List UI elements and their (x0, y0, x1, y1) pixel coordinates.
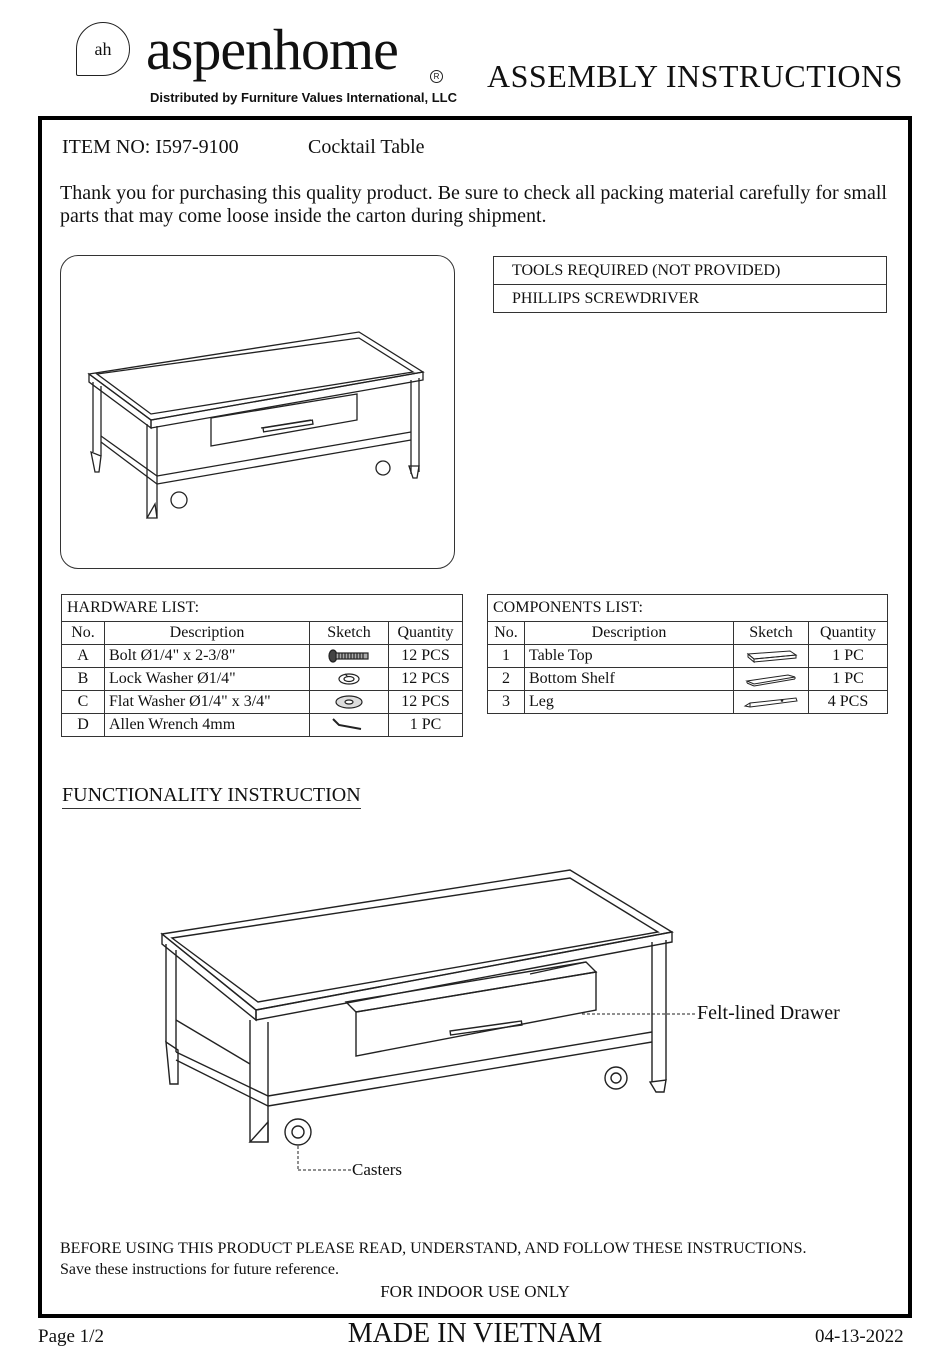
brand-name: aspenhome (146, 17, 398, 82)
row-quantity: 12 PCS (389, 691, 463, 714)
row-quantity: 1 PC (809, 668, 888, 691)
table-row (62, 714, 463, 737)
col-header-description: Description (105, 622, 310, 645)
page-number: Page 1/2 (38, 1326, 104, 1347)
row-quantity: 12 PCS (389, 668, 463, 691)
bolt-icon (310, 645, 389, 668)
row-no: 1 (488, 645, 525, 668)
cocktail-table-illustration (61, 256, 454, 568)
row-no: A (62, 645, 105, 668)
table-row (488, 691, 888, 714)
row-description: Bolt Ø1/4" x 2-3/8" (105, 645, 310, 668)
document-title: ASSEMBLY INSTRUCTIONS (487, 58, 903, 94)
country-of-origin: MADE IN VIETNAM (347, 1318, 603, 1349)
table-row (488, 668, 888, 691)
row-quantity: 1 PC (809, 645, 888, 668)
flat-washer-icon (310, 691, 389, 714)
table-row (62, 668, 463, 691)
hardware-caption: HARDWARE LIST: (62, 595, 463, 622)
row-description: Flat Washer Ø1/4" x 3/4" (105, 691, 310, 714)
tool-item: PHILLIPS SCREWDRIVER (494, 285, 887, 313)
components-header-row (488, 622, 888, 645)
row-description: Bottom Shelf (525, 668, 734, 691)
row-description: Allen Wrench 4mm (105, 714, 310, 737)
tools-required-table (493, 256, 887, 313)
felt-lined-drawer-callout: Felt-lined Drawer (697, 1002, 840, 1024)
row-description: Leg (525, 691, 734, 714)
col-header-sketch: Sketch (310, 622, 389, 645)
components-list-table (487, 594, 888, 714)
allen-wrench-icon (310, 714, 389, 737)
distributor-line: Distributed by Furniture Values International, LLC (150, 90, 457, 105)
row-no: C (62, 691, 105, 714)
item-number: ITEM NO: I597-9100 (62, 136, 239, 158)
registered-mark: R (430, 70, 443, 83)
row-quantity: 1 PC (389, 714, 463, 737)
col-header-no: No. (62, 622, 105, 645)
col-header-description: Description (525, 622, 734, 645)
hardware-list-table (61, 594, 463, 737)
tools-header-row (494, 257, 887, 285)
casters-callout: Casters (352, 1160, 403, 1179)
row-quantity: 4 PCS (809, 691, 888, 714)
hardware-header-row (62, 622, 463, 645)
col-header-no: No. (488, 622, 525, 645)
table-top-icon (734, 645, 809, 668)
save-instructions-note: Save these instructions for future reference. (60, 1261, 339, 1278)
brand-logo-mark (76, 22, 130, 76)
functionality-illustration (150, 860, 710, 1190)
indoor-use-note: FOR INDOOR USE ONLY (380, 1282, 570, 1301)
bottom-shelf-icon (734, 668, 809, 691)
table-row (62, 691, 463, 714)
col-header-sketch: Sketch (734, 622, 809, 645)
document-date: 04-13-2022 (815, 1326, 904, 1347)
row-no: B (62, 668, 105, 691)
row-description: Lock Washer Ø1/4" (105, 668, 310, 691)
leg-icon (734, 691, 809, 714)
product-illustration-frame (60, 255, 455, 569)
table-row (62, 645, 463, 668)
tool-row (494, 285, 887, 313)
row-description: Table Top (525, 645, 734, 668)
item-name: Cocktail Table (308, 136, 425, 158)
functionality-title: FUNCTIONALITY INSTRUCTION (62, 784, 361, 809)
table-row (488, 645, 888, 668)
row-no: D (62, 714, 105, 737)
row-quantity: 12 PCS (389, 645, 463, 668)
col-header-quantity: Quantity (389, 622, 463, 645)
intro-paragraph: Thank you for purchasing this quality product. Be sure to check all packing material carefully for small parts that may come loose inside the carton during shipment. (60, 182, 887, 227)
logo-mark-text: ah (94, 38, 112, 59)
lock-washer-icon (310, 668, 389, 691)
row-no: 2 (488, 668, 525, 691)
tools-header: TOOLS REQUIRED (NOT PROVIDED) (494, 257, 887, 285)
col-header-quantity: Quantity (809, 622, 888, 645)
row-no: 3 (488, 691, 525, 714)
components-caption: COMPONENTS LIST: (488, 595, 888, 622)
warning-text: BEFORE USING THIS PRODUCT PLEASE READ, UNDERSTAND, AND FOLLOW THESE INSTRUCTIONS. (60, 1240, 807, 1257)
